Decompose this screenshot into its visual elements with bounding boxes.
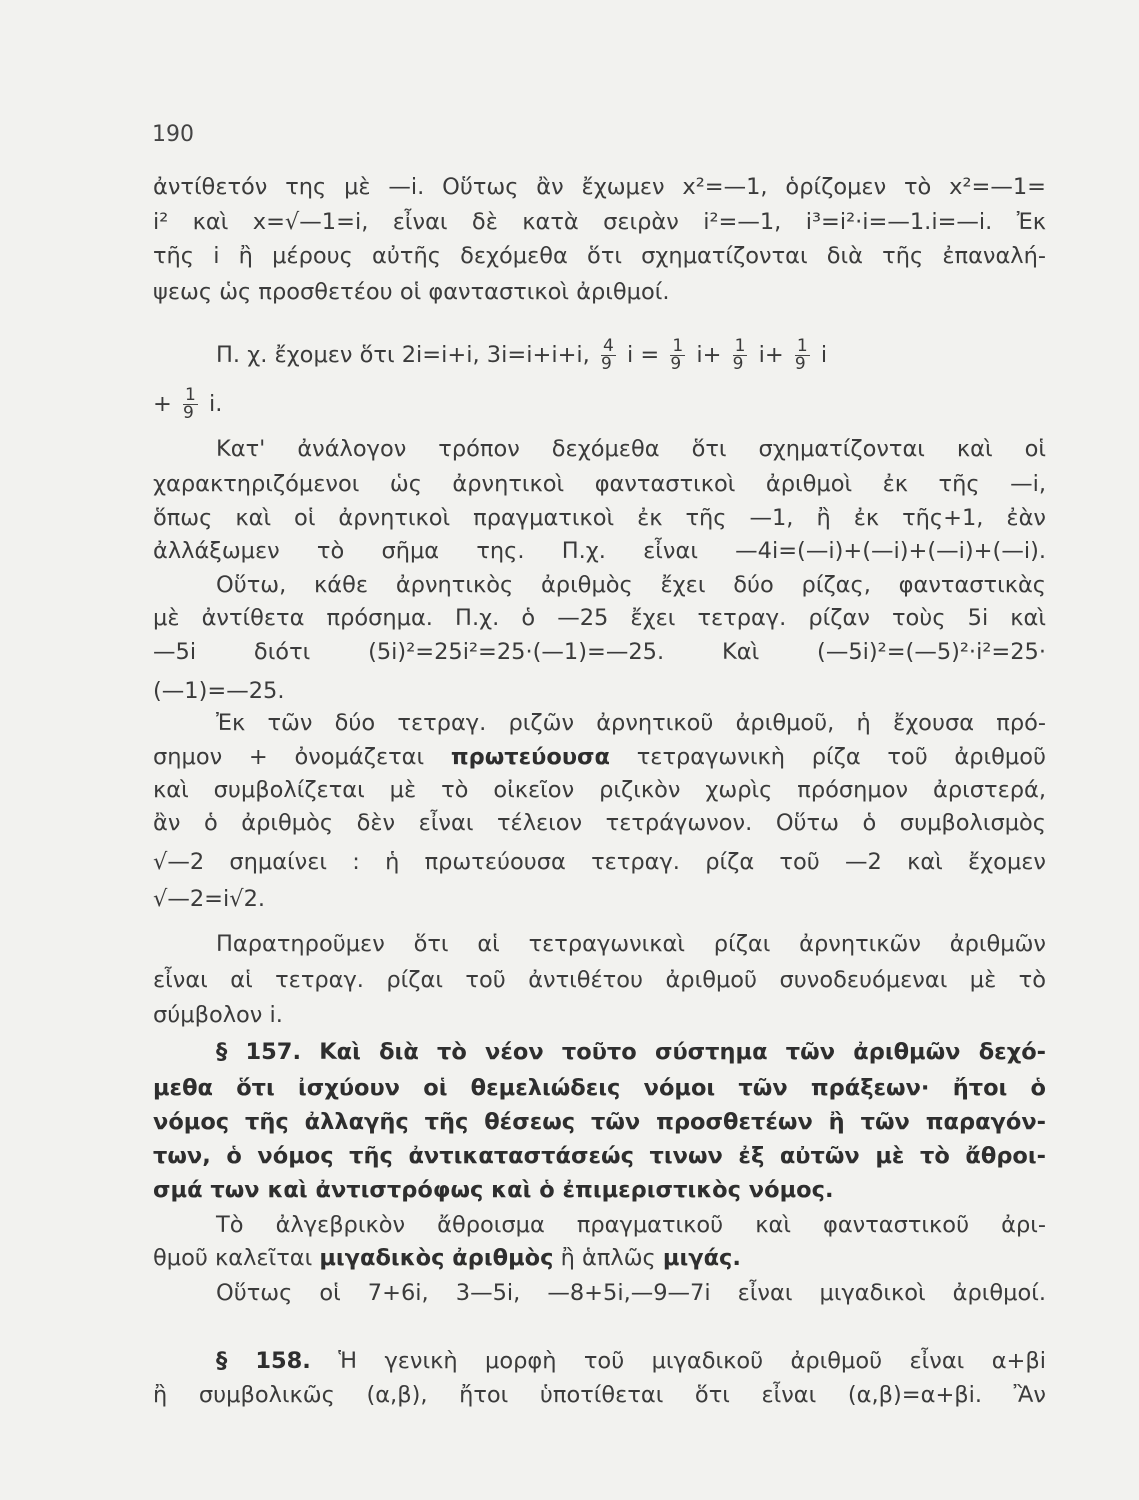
section-157-line: μεθα ὅτι ἰσχύουν οἱ θεμελιώδεις νόμοι τῶν πράξεων· ἤτοι ὁ: [153, 1075, 1046, 1101]
fraction-numerator: 1: [796, 336, 808, 356]
section-157-line: σμά των καὶ ἀντιστρόφως καὶ ὁ ἐπιμεριστικὸς νόμος.: [153, 1177, 834, 1203]
text-line: √—2 σημαίνει : ἡ πρωτεύουσα τετραγ. ρίζα τοῦ —2 καὶ ἔχομεν: [153, 849, 1046, 875]
text-line: ἂν ὁ ἀριθμὸς δὲν εἶναι τέλειον τετράγωνον. Οὕτω ὁ συμβολισμὸς: [153, 810, 1046, 836]
text-line: i² καὶ x=√—1=i, εἶναι δὲ κατὰ σειρὰν i²=—1, i³=i²·i=—1.i=—i. Ἐκ: [153, 209, 1046, 235]
text-line: ἢ συμβολικῶς (α,β), ἤτοι ὑποτίθεται ὅτι εἶναι (α,β)=α+βi. Ἂν: [153, 1382, 1046, 1408]
text-line: Κατ' ἀνάλογον τρόπον δεχόμεθα ὅτι σχηματίζονται καὶ οἱ: [216, 436, 1046, 462]
text-line: χαρακτηριζόμενοι ὡς ἀρνητικοὶ φανταστικοὶ ἀριθμοὶ ἐκ τῆς —i,: [153, 471, 1046, 497]
fraction-numerator: 1: [672, 336, 684, 356]
example-cont-tail: i.: [209, 391, 223, 417]
fraction: [601, 338, 616, 373]
section-label: § 158.: [216, 1348, 311, 1374]
text-line: —5i διότι (5i)²=25i²=25·(—1)=—25. Καὶ (—5i)²=(—5)²·i²=25·: [153, 639, 1046, 665]
page-number: 190: [152, 122, 194, 147]
text-line: Τὸ ἀλγεβρικὸν ἄθροισμα πραγματικοῦ καὶ φανταστικοῦ ἀρι-: [216, 1212, 1046, 1238]
text-line: ψεως ὡς προσθετέου οἱ φανταστικοὶ ἀριθμοί.: [153, 279, 670, 305]
text-span: τετραγωνικὴ ρίζα τοῦ ἀριθμοῦ: [636, 744, 1047, 770]
fraction: [733, 338, 748, 373]
text-line: Οὕτως οἱ 7+6i, 3—5i, —8+5i,—9—7i εἶναι μιγαδικοὶ ἀριθμοί.: [216, 1280, 1046, 1306]
bold-term: πρωτεύουσα: [450, 744, 611, 770]
text-line: [153, 1243, 1046, 1273]
text-line: ἀντίθετόν της μὲ —i. Οὕτως ἂν ἔχωμεν x²=—1, ὁρίζομεν τὸ x²=—1=: [153, 174, 1046, 200]
section-157-line: νόμος τῆς ἀλλαγῆς τῆς θέσεως τῶν προσθετέων ἢ τῶν παραγόν-: [153, 1109, 1046, 1135]
text-span: σημον + ὀνομάζεται: [153, 744, 425, 770]
fraction: [795, 338, 810, 373]
section-157-line: § 157. Καὶ διὰ τὸ νέον τοῦτο σύστημα τῶν ἀριθμῶν δεχό-: [216, 1039, 1046, 1065]
bold-term: μιγαδικὸς ἀριθμὸς: [319, 1245, 554, 1271]
section-158-line: [216, 1346, 1046, 1376]
text-line: Οὕτω, κάθε ἀρνητικὸς ἀριθμὸς ἔχει δύο ρίζας, φανταστικὰς: [216, 572, 1046, 598]
fraction-numerator: 4: [603, 336, 614, 356]
text-line: Παρατηροῦμεν ὅτι αἱ τετραγωνικαὶ ρίζαι ἀρνητικῶν ἀριθμῶν: [216, 931, 1046, 957]
fraction-denominator: 9: [794, 354, 806, 374]
text-line: εἶναι αἱ τετραγ. ρίζαι τοῦ ἀντιθέτου ἀριθμοῦ συνοδευόμεναι μὲ τὸ: [153, 967, 1046, 993]
example-eq: i =: [626, 342, 660, 368]
text-line: καὶ συμβολίζεται μὲ τὸ οἰκεῖον ριζικὸν χωρὶς πρόσημον ἀριστερά,: [153, 777, 1046, 803]
example-term: i+: [758, 342, 784, 368]
text-line: Ἐκ τῶν δύο τετραγ. ριζῶν ἀρνητικοῦ ἀριθμοῦ, ἡ ἔχουσα πρό-: [216, 710, 1046, 736]
text-line: τῆς i ἢ μέρους αὐτῆς δεχόμεθα ὅτι σχηματίζονται διὰ τῆς ἐπαναλή-: [153, 243, 1046, 269]
text-line: μὲ ἀντίθετα πρόσημα. Π.χ. ὁ —25 ἔχει τετραγ. ρίζαν τοὺς 5i καὶ: [153, 605, 1046, 631]
text-line: ἀλλάξωμεν τὸ σῆμα της. Π.χ. εἶναι —4i=(—i)+(—i)+(—i)+(—i).: [153, 538, 1046, 564]
text-line: (—1)=—25.: [153, 678, 285, 704]
text-line: σύμβολον i.: [153, 1002, 283, 1028]
text-span: ἢ ἁπλῶς: [560, 1245, 656, 1271]
example-continuation: [153, 382, 1046, 426]
bold-term: μιγάς.: [662, 1245, 741, 1271]
fraction-numerator: 1: [185, 385, 196, 405]
fraction-denominator: 9: [670, 354, 682, 374]
example-tail: i: [820, 342, 828, 368]
example-term: i+: [696, 342, 722, 368]
example-prefix: Π. χ. ἔχομεν ὅτι 2i=i+i, 3i=i+i+i,: [216, 342, 590, 368]
text-span: Ἡ γενικὴ μορφὴ τοῦ μιγαδικοῦ ἀριθμοῦ εἶναι α+βi: [338, 1348, 1046, 1374]
fraction: [670, 338, 685, 373]
fraction-numerator: 1: [734, 336, 746, 356]
example-plus: +: [153, 391, 172, 417]
fraction-denominator: 9: [732, 354, 744, 374]
text-span: θμοῦ καλεῖται: [153, 1245, 313, 1271]
fraction-denominator: 9: [183, 403, 194, 423]
text-line: ὅπως καὶ οἱ ἀρνητικοὶ πραγματικοὶ ἐκ τῆς —1, ἢ ἐκ τῆς+1, ἐὰν: [153, 505, 1046, 531]
text-line: [153, 742, 1046, 772]
fraction: [183, 387, 198, 422]
text-line: √—2=i√2.: [153, 886, 266, 912]
fraction-denominator: 9: [601, 354, 612, 374]
section-157-line: των, ὁ νόμος τῆς ἀντικαταστάσεώς τινων ἐξ αὐτῶν μὲ τὸ ἄθροι-: [153, 1143, 1046, 1169]
example-line: [216, 333, 1046, 377]
